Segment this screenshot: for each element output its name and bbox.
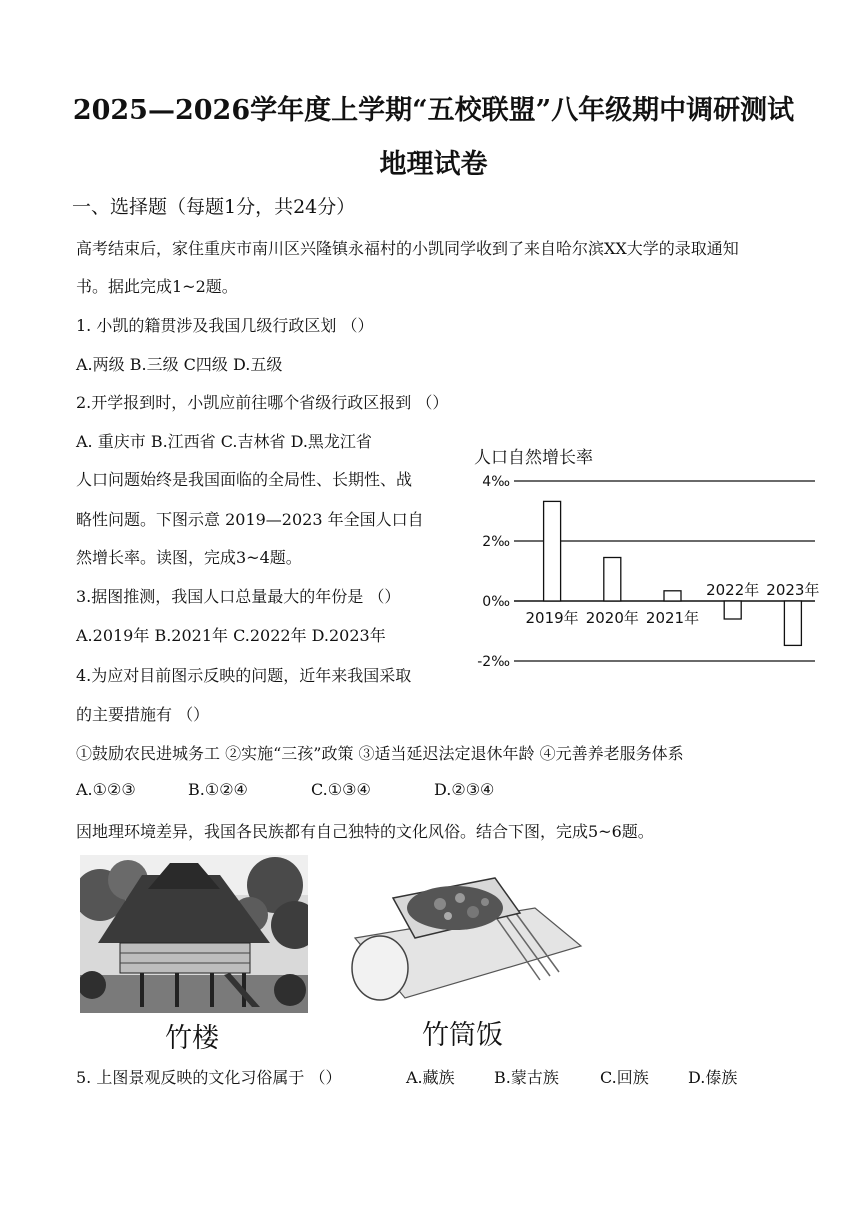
chart-title: 人口自然增长率 bbox=[474, 448, 593, 468]
population-growth-chart bbox=[460, 445, 840, 677]
question-1-stem: 1. 小凯的籍贯涉及我国几级行政区划 （） bbox=[76, 316, 374, 335]
question-5-option-c: C.回族 bbox=[600, 1068, 649, 1087]
question-4-option-c: C.①③④ bbox=[311, 780, 371, 799]
x-tick-label: 2022年 bbox=[706, 581, 760, 599]
question-3-options: A.2019年 B.2021年 C.2022年 D.2023年 bbox=[76, 626, 386, 645]
bar-2020年 bbox=[604, 558, 621, 602]
x-tick-label: 2019年 bbox=[525, 609, 579, 627]
question-4-stem-line-1: 4.为应对目前图示反映的问题，近年来我国采取 bbox=[76, 666, 412, 685]
bamboo-rice-photo bbox=[345, 868, 585, 1008]
y-tick-label: -2‰ bbox=[477, 654, 510, 670]
passage-3-line-1: 因地理环境差异，我国各民族都有自己独特的文化风俗。结合下图，完成5~6题。 bbox=[76, 822, 654, 841]
y-tick-label: 0‰ bbox=[482, 594, 510, 610]
question-3-stem: 3.据图推测，我国人口总量最大的年份是 （） bbox=[76, 587, 401, 606]
y-tick-label: 4‰ bbox=[482, 474, 510, 490]
bar-2022年 bbox=[724, 601, 741, 619]
passage-2-line-1: 人口问题始终是我国面临的全局性、长期性、战 bbox=[76, 470, 413, 489]
question-4-option-a: A.①②③ bbox=[76, 780, 136, 799]
passage-1-line-2: 书。据此完成1~2题。 bbox=[76, 277, 238, 296]
question-2-stem: 2.开学报到时，小凯应前往哪个省级行政区报到 （） bbox=[76, 393, 449, 412]
passage-2-line-2: 略性问题。下图示意 2019—2023 年全国人口自 bbox=[76, 510, 424, 529]
x-tick-label: 2023年 bbox=[766, 581, 820, 599]
x-tick-label: 2021年 bbox=[645, 609, 700, 627]
passage-2-line-3: 然增长率。读图，完成3~4题。 bbox=[76, 548, 302, 567]
bamboo-house-photo bbox=[80, 855, 308, 1013]
question-4-items: ①鼓励农民进城务工 ②实施“三孩”政策 ③适当延迟法定退休年龄 ④元善养老服务体系 bbox=[76, 744, 684, 763]
bar-2019年 bbox=[544, 501, 561, 601]
y-tick-label: 2‰ bbox=[482, 534, 510, 550]
question-5-option-d: D.傣族 bbox=[688, 1068, 738, 1087]
question-1-options: A.两级 B.三级 C四级 D.五级 bbox=[76, 355, 283, 374]
question-5-option-b: B.蒙古族 bbox=[494, 1068, 559, 1087]
question-4-stem-line-2: 的主要措施有 （） bbox=[76, 705, 210, 724]
passage-1-line-1: 高考结束后，家住重庆市南川区兴隆镇永福村的小凯同学收到了来自哈尔滨XX大学的录取通知 bbox=[76, 239, 739, 258]
section-heading: 一、选择题（每题1分，共24分） bbox=[72, 196, 356, 218]
question-2-options: A. 重庆市 B.江西省 C.吉林省 D.黑龙江省 bbox=[76, 432, 372, 451]
exam-title: 2025—2026学年度上学期“五校联盟”八年级期中调研测试 bbox=[72, 95, 795, 126]
exam-subtitle: 地理试卷 bbox=[379, 149, 488, 180]
x-tick-label: 2020年 bbox=[585, 609, 639, 627]
bamboo-rice-caption: 竹筒饭 bbox=[422, 1020, 503, 1051]
question-5-stem: 5. 上图景观反映的文化习俗属于 （） bbox=[76, 1068, 342, 1087]
question-4-option-b: B.①②④ bbox=[188, 780, 248, 799]
bamboo-house-caption: 竹楼 bbox=[165, 1023, 219, 1054]
question-5-option-a: A.藏族 bbox=[406, 1068, 455, 1087]
bar-2023年 bbox=[784, 601, 801, 645]
bar-2021年 bbox=[664, 591, 681, 601]
question-4-option-d: D.②③④ bbox=[434, 780, 495, 799]
